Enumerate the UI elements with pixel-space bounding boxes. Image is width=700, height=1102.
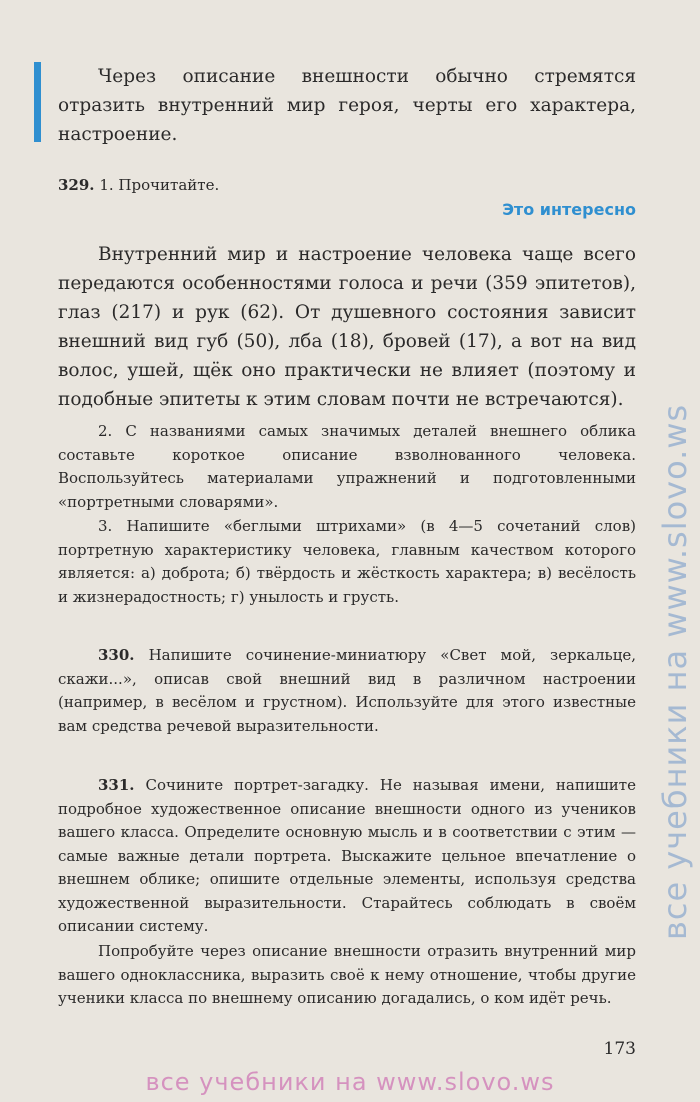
intro-paragraph bbox=[58, 62, 636, 149]
task-3-text: 3. Напишите «беглыми штрихами» (в 4—5 сочетаний слов) портретную характеристику человека, главным качеством которого является: а) доброта; б) твёрдость и жёсткость характера; в) весёлость и жизнерадостность; г) унылость и грусть. bbox=[58, 517, 636, 606]
bottom-watermark: все учебники на www.slovo.ws bbox=[145, 1068, 555, 1096]
exercise-number-330: 330. bbox=[98, 646, 135, 664]
exercise-331-text: Сочините портрет-загадку. Не называя имени, напишите подробное художественное описание внешности одного из учеников вашего класса. Определите основную мысль и в соответствии с этим — самые важные детали портрета. Выскажите цельное впечатление о внешнем облике; опишите отдельные элементы, используя средства художественной выразительности. Старайтесь соблюдать в своём описании систему. bbox=[58, 776, 636, 935]
exercise-329-task-2 bbox=[58, 420, 636, 514]
exercise-number-329: 329. bbox=[58, 176, 95, 194]
rubric-interesting: Это интересно bbox=[502, 200, 636, 219]
exercise-329-task-3 bbox=[58, 515, 636, 609]
page-number: 173 bbox=[603, 1039, 636, 1059]
exercise-329-reading-text bbox=[58, 240, 636, 414]
intro-text: Через описание внешности обычно стремятся отразить внутренний мир героя, черты его характера, настроение. bbox=[58, 66, 636, 145]
exercise-330-text: Напишите сочинение-миниатюру «Свет мой, зеркальце, скажи...», описав свой внешний вид в различном настроении (например, в весёлом и грустном). Используйте для этого известные вам средства речевой выразительности. bbox=[58, 646, 636, 735]
exercise-329-task-1: 1. Прочитайте. bbox=[99, 176, 220, 194]
exercise-331 bbox=[58, 774, 636, 939]
exercise-330 bbox=[58, 644, 636, 738]
task-2-text: 2. С названиями самых значимых деталей внешнего облика составьте короткое описание взволнованного человека. Воспользуйтесь материалами упражнений и подготовленными «портретными словарями». bbox=[58, 422, 636, 511]
reading-text: Внутренний мир и настроение человека чаще всего передаются особенностями голоса и речи (359 эпитетов), глаз (217) и рук (62). От душевного состояния зависит внешний вид губ (50), лба (18), бровей (17), а вот на вид волос, ушей, щёк оно практически не влияет (поэтому и подобные эпитеты к этим словам почти не встречаются). bbox=[58, 244, 636, 410]
exercise-number-331: 331. bbox=[98, 776, 135, 794]
highlight-bar bbox=[34, 62, 41, 142]
side-watermark: все учебники на www.slovo.ws bbox=[656, 403, 694, 940]
exercise-331-continuation bbox=[58, 940, 636, 1011]
exercise-329-heading bbox=[58, 174, 636, 198]
exercise-331-text-2: Попробуйте через описание внешности отразить внутренний мир вашего одноклассника, выразить своё к нему отношение, чтобы другие ученики класса по внешнему описанию догадались, о ком идёт речь. bbox=[58, 942, 636, 1007]
